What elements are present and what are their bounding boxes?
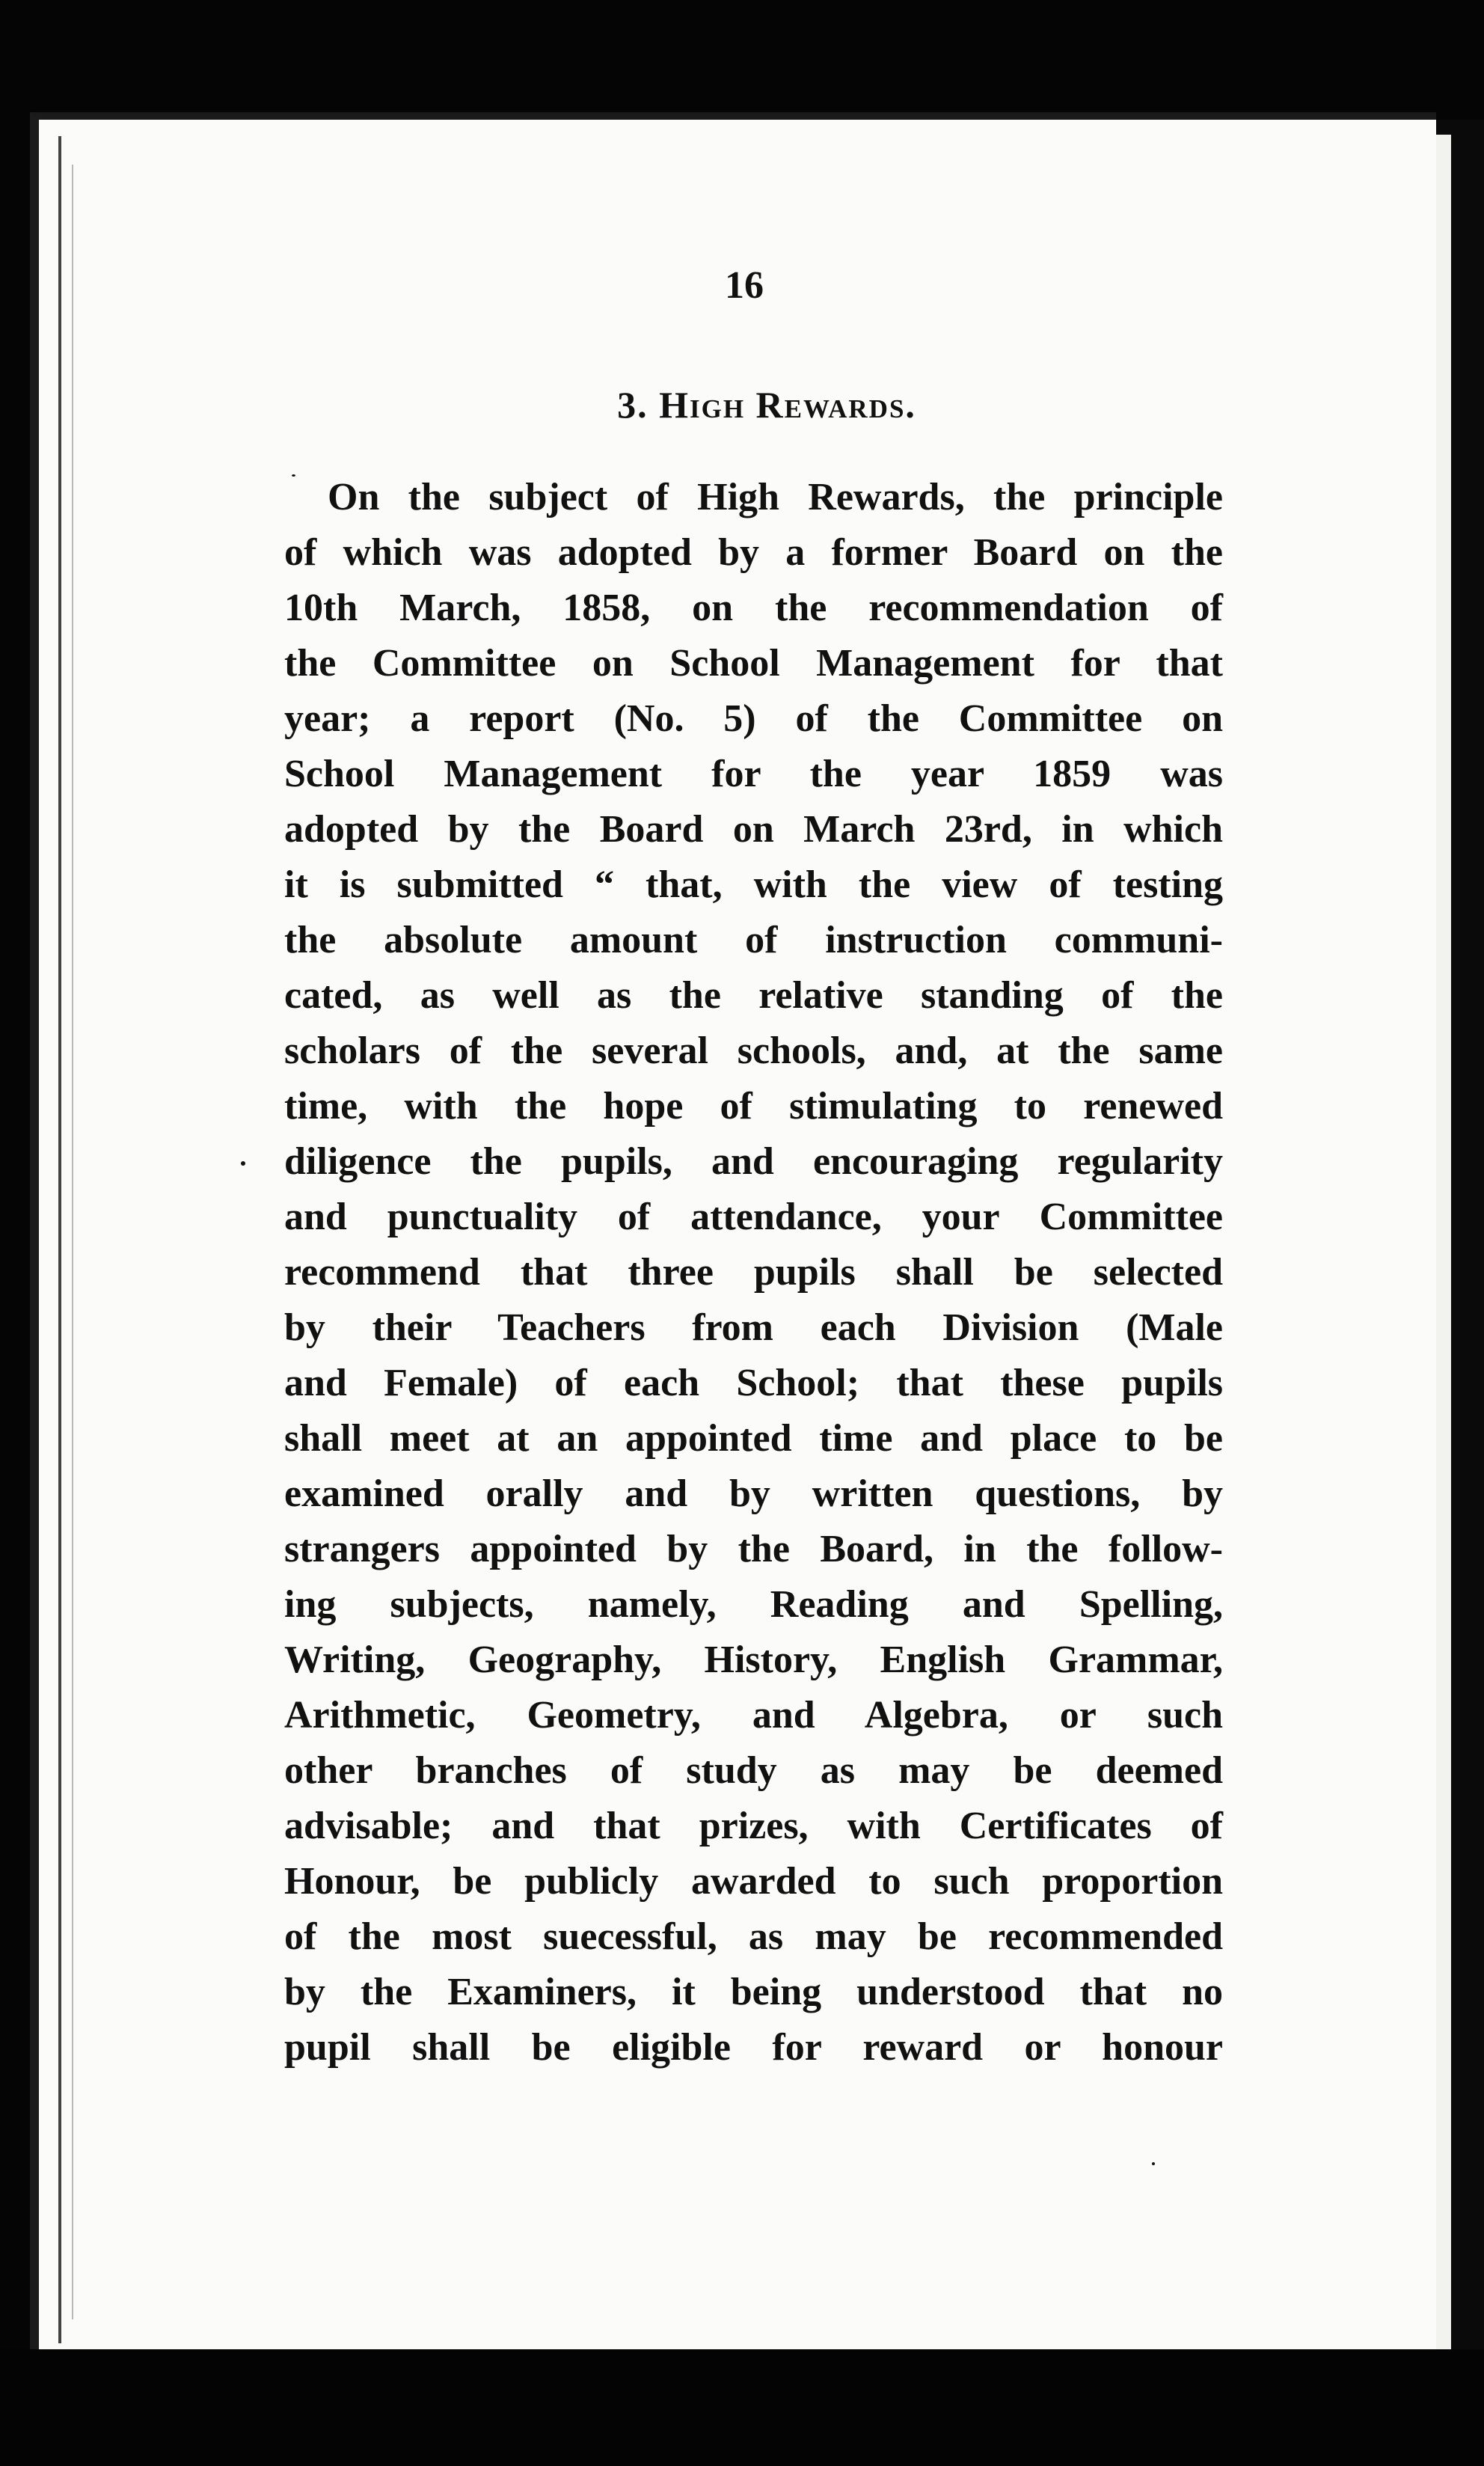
text-line: scholars of the several schools, and, at the same [284, 1029, 1223, 1072]
text-line: by the Examiners, it being understood that no [284, 1971, 1223, 2013]
text-line: time, with the hope of stimulating to renewed [284, 1085, 1223, 1128]
scan-speck [1152, 2162, 1155, 2165]
section-heading: 3. High Rewards. [617, 384, 916, 426]
text-line: examined orally and by written questions, by [284, 1472, 1223, 1515]
text-line: strangers appointed by the Board, in the follow- [284, 1528, 1223, 1570]
text-line: School Management for the year 1859 was [284, 753, 1223, 795]
text-line: year; a report (No. 5) of the Committee on [284, 697, 1223, 740]
text-line: the Committee on School Management for that [284, 642, 1223, 685]
page-inner-border-faint [72, 165, 73, 2319]
scan-bottom-margin [0, 2349, 1484, 2466]
text-line: recommend that three pupils shall be selected [284, 1251, 1223, 1294]
text-line: and punctuality of attendance, your Committee [284, 1196, 1223, 1238]
text-line: On the subject of High Rewards, the principle [328, 476, 1223, 518]
text-line: Honour, be publicly awarded to such proportion [284, 1860, 1223, 1903]
text-line: by their Teachers from each Division (Male [284, 1306, 1223, 1349]
text-line: Arithmetic, Geometry, and Algebra, or such [284, 1694, 1223, 1737]
page-inner-border [58, 136, 61, 2343]
text-line: adopted by the Board on March 23rd, in which [284, 808, 1223, 851]
text-line: diligence the pupils, and encouraging regularity [284, 1140, 1223, 1183]
text-line: it is submitted “ that, with the view of testing [284, 863, 1223, 906]
text-line: pupil shall be eligible for reward or honour [284, 2026, 1223, 2069]
text-line: of which was adopted by a former Board on the [284, 531, 1223, 574]
text-line: 10th March, 1858, on the recommendation of [284, 587, 1223, 629]
text-line: other branches of study as may be deemed [284, 1749, 1223, 1792]
body-paragraph [284, 470, 1223, 2075]
text-line: of the most suecessful, as may be recommended [284, 1915, 1223, 1958]
text-line: advisable; and that prizes, with Certificates of [284, 1805, 1223, 1847]
text-line: ing subjects, namely, Reading and Spelling, [284, 1583, 1223, 1626]
scan-speck [292, 474, 295, 477]
scan-speck [241, 1161, 245, 1166]
text-line: the absolute amount of instruction communi- [284, 919, 1223, 961]
page-number: 16 [725, 264, 764, 307]
text-line: cated, as well as the relative standing of the [284, 974, 1223, 1017]
text-line: and Female) of each School; that these pupils [284, 1362, 1223, 1404]
text-line: shall meet at an appointed time and place to be [284, 1417, 1223, 1460]
text-line: Writing, Geography, History, English Grammar, [284, 1639, 1223, 1681]
